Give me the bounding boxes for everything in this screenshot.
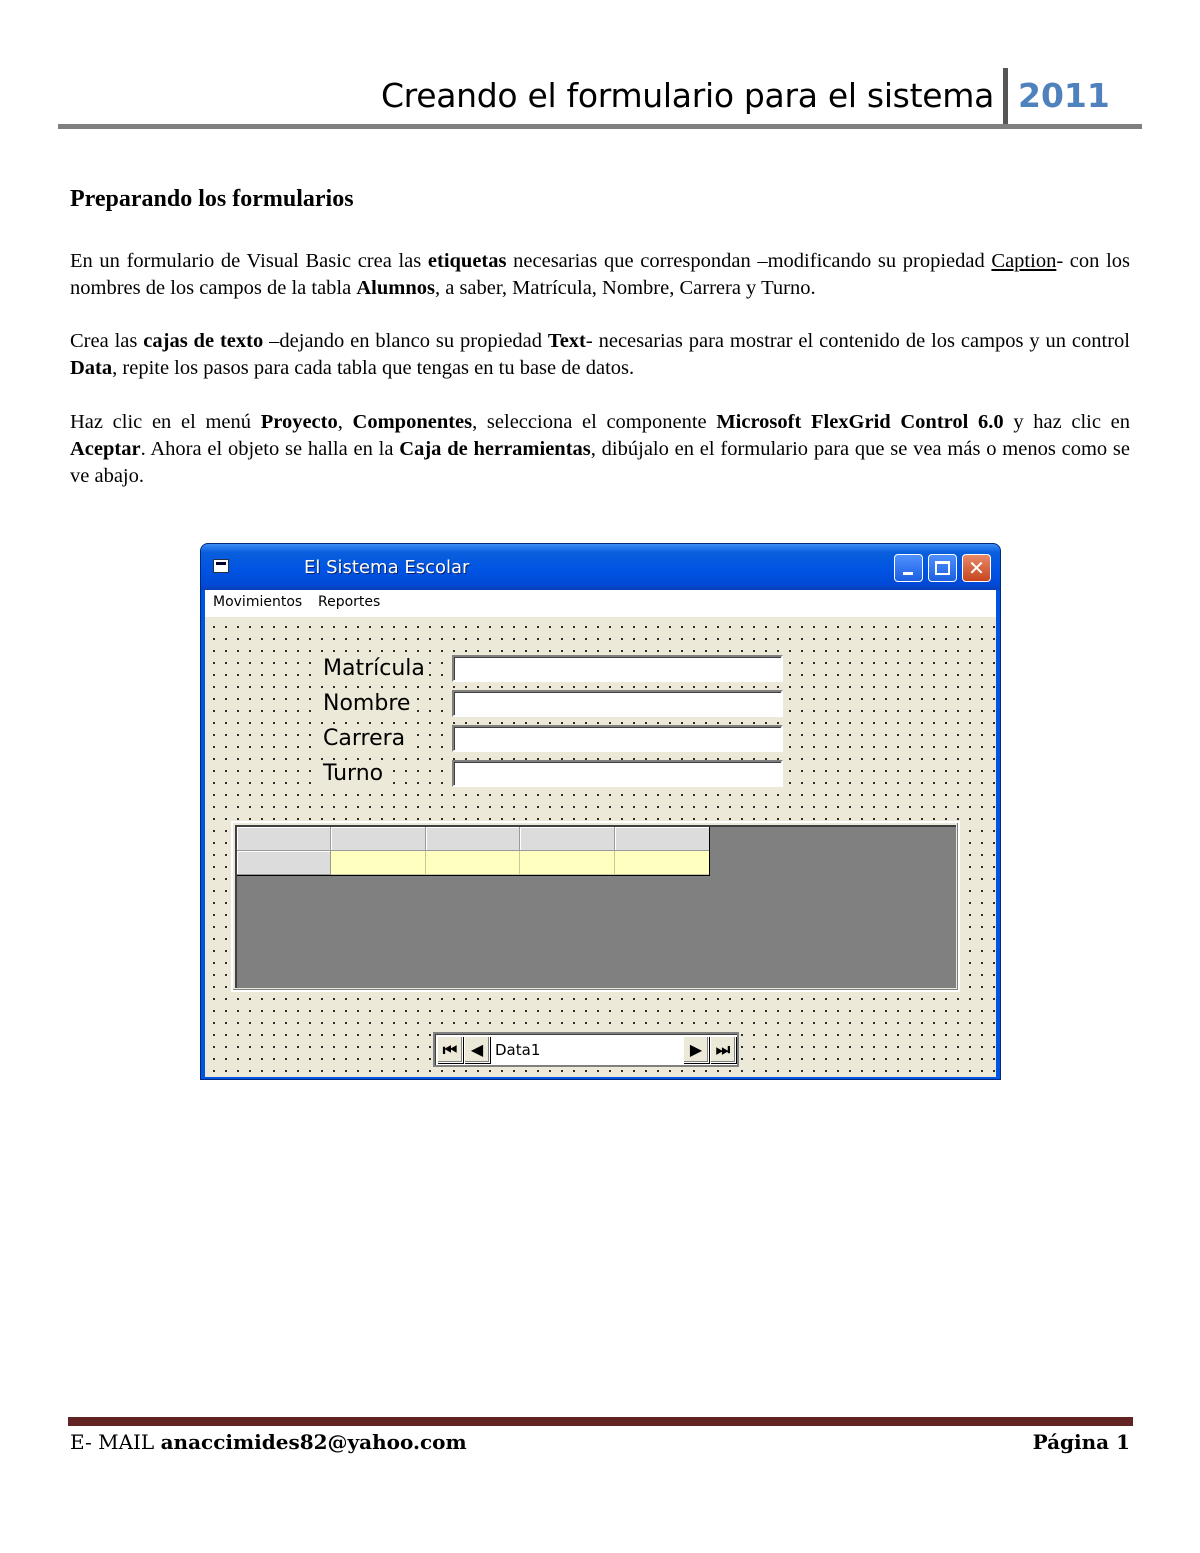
flexgrid-control[interactable] (235, 825, 956, 988)
grid-data-cell[interactable] (615, 851, 710, 875)
minimize-button[interactable] (894, 554, 923, 582)
page-number: 1 (1116, 1430, 1130, 1454)
label-matricula: Matrícula (323, 656, 425, 681)
grid-header-cell[interactable] (615, 827, 710, 851)
header-rule (58, 124, 1142, 129)
header-year: 2011 (1018, 76, 1110, 115)
next-record-button[interactable]: ▶ (683, 1036, 709, 1063)
maximize-icon (935, 561, 950, 575)
grid-header-cell[interactable] (520, 827, 615, 851)
label-carrera: Carrera (323, 726, 406, 751)
footer-page: Página 1 (1032, 1430, 1130, 1454)
grid-row-header-cell[interactable] (237, 851, 331, 875)
grid-fixed-corner-cell[interactable] (237, 827, 331, 851)
maximize-button[interactable] (928, 554, 957, 582)
window-title: El Sistema Escolar (304, 557, 470, 578)
menu-bar (205, 590, 996, 617)
grid-data-cell[interactable] (426, 851, 520, 875)
data-control-caption: Data1 (495, 1041, 541, 1059)
paragraph-etiquetas: En un formulario de Visual Basic crea las etiquetas necesarias que correspondan –modificando su propiedad Caption- con los nombres de los campos de la tabla Alumnos, a saber, Matrícula, Nombre, Carrera y Turno. (70, 250, 1130, 299)
header-title: Creando el formulario para el sistema (380, 76, 994, 115)
label-turno: Turno (323, 761, 384, 786)
first-record-button[interactable]: ⏮ (437, 1036, 463, 1063)
data-control[interactable] (433, 1032, 739, 1067)
grid-header-cell[interactable] (331, 827, 426, 851)
grid-data-cell[interactable] (520, 851, 615, 875)
textbox-nombre[interactable] (452, 690, 783, 717)
textbox-turno[interactable] (452, 760, 783, 787)
textbox-matricula[interactable] (452, 655, 783, 682)
last-record-button[interactable]: ⏭ (710, 1036, 736, 1063)
menu-movimientos[interactable]: Movimientos (213, 594, 303, 610)
grid-edge (237, 875, 710, 876)
footer-email: E- MAIL anaccimides82@yahoo.com (70, 1430, 467, 1454)
label-nombre: Nombre (323, 691, 411, 716)
window-titlebar[interactable] (201, 544, 1000, 590)
footer-email-address: anaccimides82@yahoo.com (160, 1430, 467, 1454)
paragraph-flexgrid: Haz clic en el menú Proyecto, Componentes, selecciona el componente Microsoft FlexGrid Control 6.0 y haz clic en Aceptar. Ahora el objeto se halla en la Caja de herramientas, dibújalo en el formulario para que se vea más o menos como se ve abajo. (70, 411, 1131, 487)
grid-header-cell[interactable] (426, 827, 520, 851)
header-separator (1003, 68, 1008, 124)
grid-edge (709, 827, 710, 875)
form-design-area (205, 617, 996, 1077)
section-heading: Preparando los formularios (70, 186, 354, 212)
close-button[interactable] (962, 554, 991, 582)
footer-rule (68, 1417, 1133, 1426)
close-icon: ✕ (968, 556, 985, 580)
grid-data-cell[interactable] (331, 851, 426, 875)
minimize-icon (903, 572, 913, 575)
textbox-carrera[interactable] (452, 725, 783, 752)
previous-record-button[interactable]: ◀ (464, 1036, 490, 1063)
paragraph-cajas-de-texto: Crea las cajas de texto –dejando en blanco su propiedad Text- necesarias para mostrar el contenido de los campos y un control Data, repite los pasos para cada tabla que tengas en tu base de datos. (70, 330, 1130, 379)
vb-form-window (200, 543, 1001, 1080)
menu-reportes[interactable]: Reportes (318, 594, 381, 610)
form-app-icon[interactable] (213, 559, 229, 573)
